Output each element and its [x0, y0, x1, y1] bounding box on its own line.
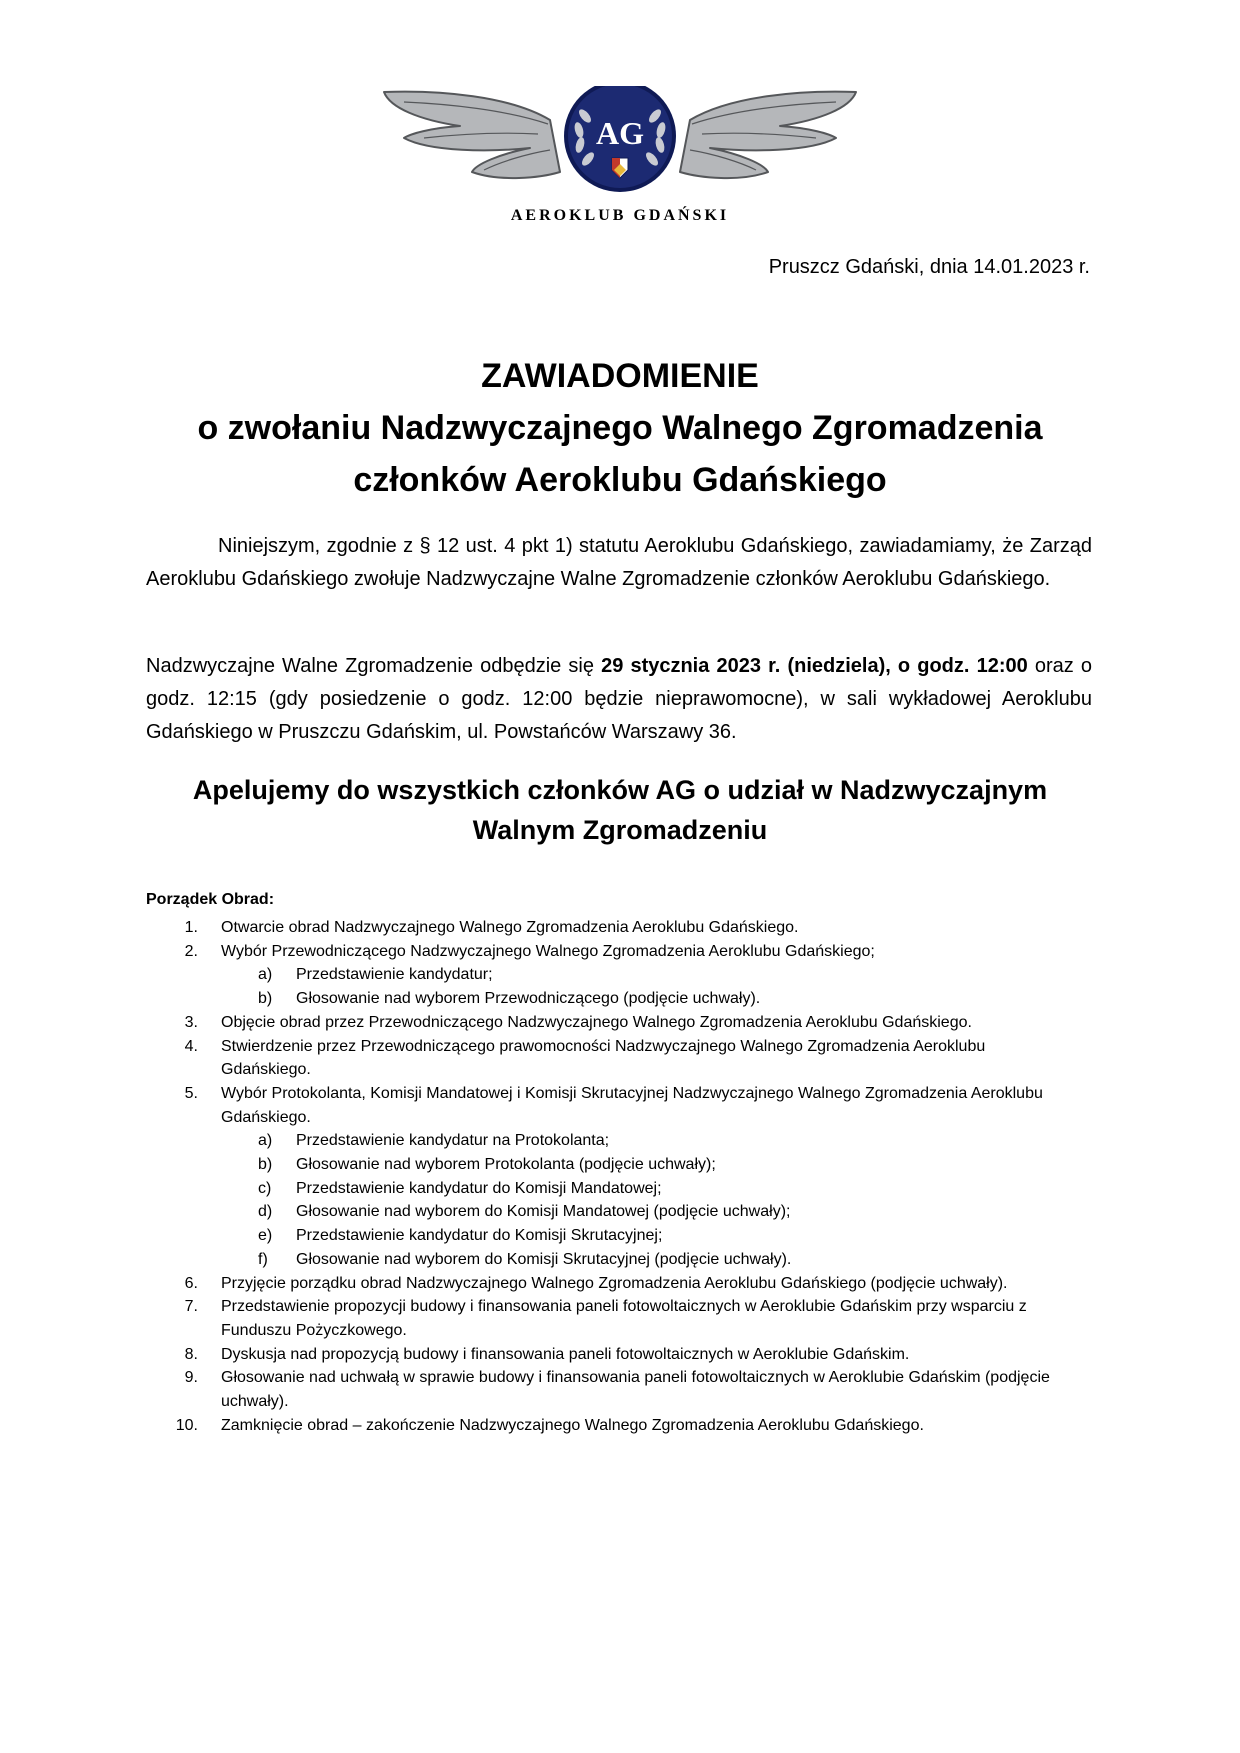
meeting-date-time: 29 stycznia 2023 r. (niedziela), o godz. 12:00	[601, 655, 1028, 677]
agenda-item	[146, 1011, 1076, 1035]
agenda-subitem	[146, 1129, 1076, 1153]
agenda-list	[146, 916, 1076, 1437]
logo-name: AEROKLUB GDAŃSKI	[510, 207, 730, 224]
agenda-item	[146, 1414, 1076, 1438]
agenda-subitem-text: Głosowanie nad wyborem Przewodniczącego (podjęcie uchwały).	[296, 990, 761, 1008]
agenda-item-number: 5.	[184, 1084, 198, 1102]
agenda-subitem-text: Przedstawienie kandydatur do Komisji Skrutacyjnej;	[296, 1227, 663, 1245]
agenda-item	[146, 1366, 1076, 1413]
agenda-item	[146, 1343, 1076, 1367]
agenda-subitem-text: Głosowanie nad wyborem do Komisji Mandatowej (podjęcie uchwały);	[296, 1203, 791, 1221]
agenda-item-number: 7.	[184, 1298, 198, 1316]
title-line-2: o zwołaniu Nadzwyczajnego Walnego Zgromadzenia	[197, 409, 1043, 447]
agenda-item	[146, 1035, 1076, 1082]
appeal-line-1: Apelujemy do wszystkich członków AG o udział w Nadzwyczajnym	[192, 775, 1048, 805]
agenda-item-text: Przyjęcie porządku obrad Nadzwyczajnego Walnego Zgromadzenia Aeroklubu Gdańskiego (podjęcie uchwały).	[221, 1274, 1008, 1292]
document-date: Pruszcz Gdański, dnia 14.01.2023 r.	[768, 256, 1090, 278]
agenda-item-text: Przedstawienie propozycji budowy i finansowania paneli fotowoltaicznych w Aeroklubie Gdańskim przy wsparciu z Funduszu Pożyczkowego.	[221, 1298, 1027, 1339]
agenda-item	[146, 916, 1076, 940]
agenda-title: Porządek Obrad:	[146, 891, 275, 908]
agenda-subitem	[146, 1153, 1076, 1177]
agenda-item-text: Wybór Przewodniczącego Nadzwyczajnego Walnego Zgromadzenia Aeroklubu Gdańskiego;	[221, 942, 875, 960]
agenda-item-number: 8.	[184, 1345, 198, 1363]
agenda-item	[146, 940, 1076, 964]
agenda-subitem	[146, 987, 1076, 1011]
agenda-subitem-text: Przedstawienie kandydatur do Komisji Mandatowej;	[296, 1179, 662, 1197]
agenda-subitem-letter: b)	[258, 1156, 273, 1174]
meeting-location: oraz o godz. 12:15 (gdy posiedzenie o godz. 12:00 będzie nieprawomocne), w sali wykładowej Aeroklubu Gdańskiego w Pruszczu Gdańskim, ul. Powstańców Warszawy 36.	[146, 655, 1092, 743]
winged-badge-icon	[380, 86, 860, 216]
agenda-subitem	[146, 963, 1076, 987]
title-line-1: ZAWIADOMIENIE	[481, 357, 759, 395]
notice-paragraph: Niniejszym, zgodnie z § 12 ust. 4 pkt 1) statutu Aeroklubu Gdańskiego, zawiadamiamy, że Zarząd Aeroklubu Gdańskiego zwołuje Nadzwyczajne Walne Zgromadzenie członków Aeroklubu Gdańskiego.	[146, 535, 1092, 590]
agenda-item-number: 6.	[184, 1274, 198, 1292]
agenda-item-text: Zamknięcie obrad – zakończenie Nadzwyczajnego Walnego Zgromadzenia Aeroklubu Gdańskiego.	[221, 1416, 924, 1434]
agenda-item-number: 10.	[175, 1416, 198, 1434]
agenda-item	[146, 1082, 1076, 1129]
agenda-item	[146, 1272, 1076, 1296]
agenda-item-number: 1.	[184, 919, 198, 936]
agenda-subitem-letter: a)	[258, 1132, 273, 1150]
agenda-item-text: Stwierdzenie przez Przewodniczącego prawomocności Nadzwyczajnego Walnego Zgromadzenia Aeroklubu Gdańskiego.	[221, 1037, 986, 1079]
agenda-item-text: Otwarcie obrad Nadzwyczajnego Walnego Zgromadzenia Aeroklubu Gdańskiego.	[221, 919, 799, 936]
agenda-subitem-text: Przedstawienie kandydatur;	[296, 966, 493, 984]
agenda-subitem	[146, 1224, 1076, 1248]
meeting-intro: Nadzwyczajne Walne Zgromadzenie odbędzie się	[146, 655, 602, 677]
agenda-item-number: 2.	[184, 942, 198, 960]
agenda-item-text: Objęcie obrad przez Przewodniczącego Nadzwyczajnego Walnego Zgromadzenia Aeroklubu Gdańskiego.	[221, 1013, 972, 1031]
appeal-line-2: Walnym Zgromadzeniu	[472, 815, 768, 845]
agenda-subitem-letter: f)	[258, 1250, 268, 1268]
agenda-subitem-letter: c)	[258, 1179, 272, 1197]
agenda-item-text: Głosowanie nad uchwałą w sprawie budowy i finansowania paneli fotowoltaicznych w Aeroklubie Gdańskim (podjęcie uchwały).	[221, 1369, 1050, 1411]
meeting-details-paragraph	[146, 650, 1092, 749]
agenda-item-number: 4.	[184, 1037, 198, 1055]
agenda-subitem-letter: a)	[258, 966, 273, 984]
aeroklub-logo	[380, 86, 860, 236]
agenda-item-text: Wybór Protokolanta, Komisji Mandatowej i Komisji Skrutacyjnej Nadzwyczajnego Walnego Zgromadzenia Aeroklubu Gdańskiego.	[221, 1084, 1043, 1126]
logo-initials: AG	[596, 115, 644, 151]
agenda-subitem-text: Przedstawienie kandydatur na Protokolanta;	[296, 1132, 610, 1150]
title-line-3: członków Aeroklubu Gdańskiego	[353, 461, 887, 499]
agenda-subitem	[146, 1177, 1076, 1201]
agenda-subitem	[146, 1200, 1076, 1224]
agenda-item	[146, 1295, 1076, 1342]
agenda-subitem-text: Głosowanie nad wyborem do Komisji Skrutacyjnej (podjęcie uchwały).	[296, 1250, 792, 1268]
agenda-subitem	[146, 1248, 1076, 1272]
agenda-subitem-letter: b)	[258, 990, 273, 1008]
agenda-item-text: Dyskusja nad propozycją budowy i finansowania paneli fotowoltaicznych w Aeroklubie Gdańskim.	[221, 1345, 910, 1363]
agenda-subitem-letter: d)	[258, 1203, 273, 1221]
appeal-heading	[140, 770, 1100, 850]
agenda-item-number: 9.	[184, 1369, 198, 1387]
agenda-subitem-letter: e)	[258, 1227, 273, 1245]
agenda-subitem-text: Głosowanie nad wyborem Protokolanta (podjęcie uchwały);	[296, 1156, 716, 1174]
agenda-item-number: 3.	[184, 1013, 198, 1031]
document-title	[140, 350, 1100, 506]
